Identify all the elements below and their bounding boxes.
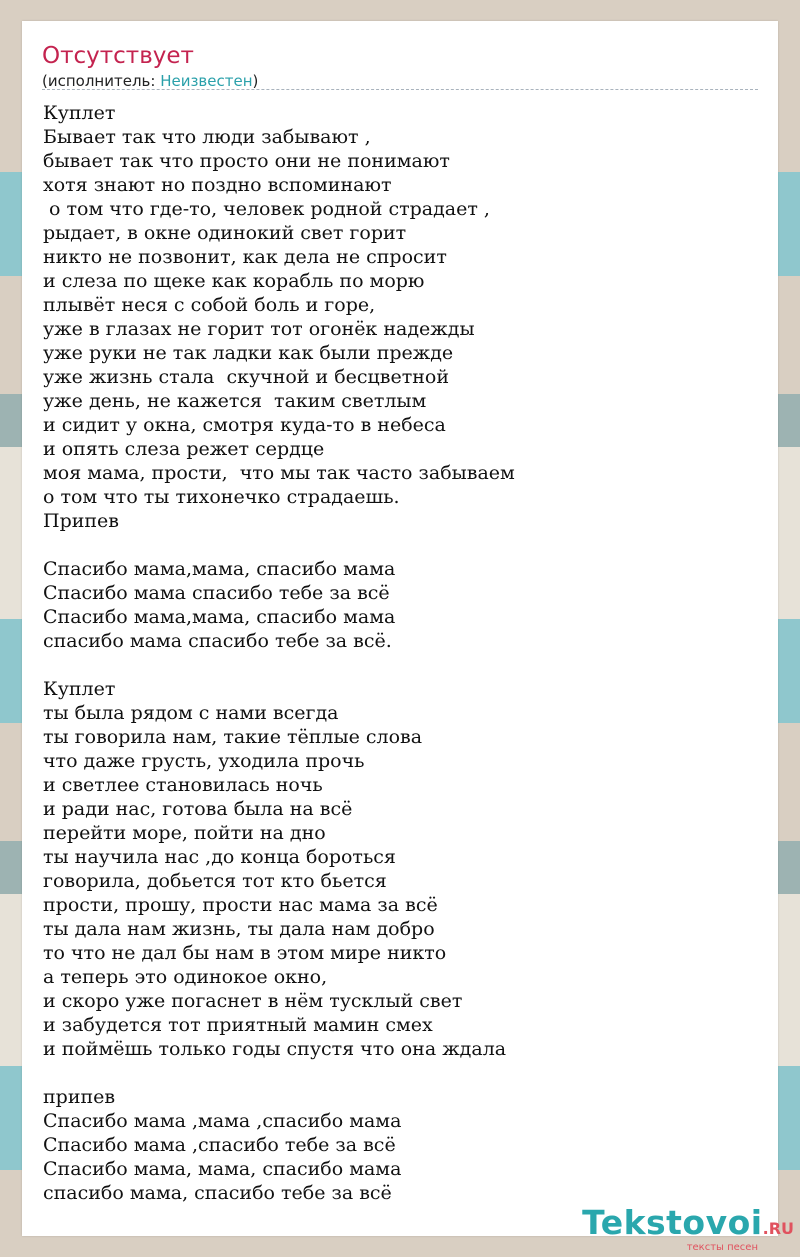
lyrics-line: ты была рядом с нами всегда: [43, 702, 339, 724]
lyrics-line: уже в глазах не горит тот огонёк надежды: [43, 318, 475, 340]
lyrics-line: Куплет: [43, 102, 116, 124]
site-logo[interactable]: [582, 1205, 794, 1253]
performer-link[interactable]: Неизвестен: [160, 72, 253, 90]
lyrics-line: и светлее становилась ночь: [43, 774, 323, 796]
lyrics-line: ты дала нам жизнь, ты дала нам добро: [43, 918, 435, 940]
lyrics-line: и скоро уже погаснет в нём тусклый свет: [43, 990, 463, 1012]
lyrics-blank-line: [43, 653, 759, 677]
lyrics-line: никто не позвонит, как дела не спросит: [43, 246, 447, 268]
lyrics-line: спасибо мама, спасибо тебе за всё: [43, 1182, 392, 1204]
lyrics-line: Спасибо мама, мама, спасибо мама: [43, 1158, 402, 1180]
lyrics-line: моя мама, прости, что мы так часто забываем: [43, 462, 515, 484]
lyrics-line: Припев: [43, 510, 119, 532]
lyrics-card: [22, 21, 778, 1236]
lyrics-line: и поймёшь только годы спустя что она ждала: [43, 1038, 507, 1060]
lyrics-line: о том что ты тихонечко страдаешь.: [43, 486, 400, 508]
lyrics-line: Спасибо мама,мама, спасибо мама: [43, 606, 396, 628]
lyrics-line: бывает так что просто они не понимают: [43, 150, 450, 172]
lyrics-line: а теперь это одинокое окно,: [43, 966, 328, 988]
lyrics-line: что даже грусть, уходила прочь: [43, 750, 365, 772]
logo-tagline: тексты песен: [686, 1242, 758, 1253]
lyrics-line: ты говорила нам, такие тёплые слова: [43, 726, 423, 748]
lyrics-line: Спасибо мама,мама, спасибо мама: [43, 558, 396, 580]
lyrics-line: уже руки не так ладки как были прежде: [43, 342, 454, 364]
lyrics-line: говорила, добьется тот кто бьется: [43, 870, 387, 892]
lyrics-line: и опять слеза режет сердце: [43, 438, 325, 460]
divider: [42, 89, 758, 90]
lyrics-line: прости, прошу, прости нас мама за всё: [43, 894, 438, 916]
lyrics-line: уже жизнь стала скучной и бесцветной: [43, 366, 449, 388]
lyrics-line: и ради нас, готова была на всё: [43, 798, 353, 820]
lyrics-line: плывёт неся с собой боль и горе,: [43, 294, 376, 316]
lyrics-blank-line: [43, 1061, 759, 1085]
performer-line: [42, 71, 258, 91]
logo-tld: .RU: [762, 1219, 794, 1238]
lyrics-line: Спасибо мама спасибо тебе за всё: [43, 582, 390, 604]
lyrics-line: и слеза по щеке как корабль по морю: [43, 270, 425, 292]
lyrics-line: уже день, не кажется таким светлым: [43, 390, 427, 412]
lyrics-blank-line: [43, 533, 759, 557]
lyrics-line: рыдает, в окне одинокий свет горит: [43, 222, 407, 244]
logo-wordmark: [582, 1205, 794, 1247]
lyrics-line: Куплет: [43, 678, 116, 700]
lyrics-line: перейти море, пойти на дно: [43, 822, 326, 844]
lyrics-line: и забудется тот приятный мамин смех: [43, 1014, 433, 1036]
lyrics-line: Спасибо мама ,спасибо тебе за всё: [43, 1134, 396, 1156]
logo-name: Tekstovoi: [582, 1203, 763, 1242]
performer-suffix: ): [252, 72, 259, 90]
lyrics-line: припев: [43, 1086, 116, 1108]
performer-prefix: (исполнитель:: [42, 72, 161, 90]
lyrics-line: то что не дал бы нам в этом мире никто: [43, 942, 447, 964]
lyrics-line: спасибо мама спасибо тебе за всё.: [43, 630, 392, 652]
lyrics-line: ты научила нас ,до конца бороться: [43, 846, 396, 868]
lyrics-line: хотя знают но поздно вспоминают: [43, 174, 392, 196]
lyrics-line: о том что где-то, человек родной страдает ,: [43, 198, 490, 220]
lyrics-line: Спасибо мама ,мама ,спасибо мама: [43, 1110, 402, 1132]
lyrics-line: Бывает так что люди забывают ,: [43, 126, 371, 148]
song-title: Отсутствует: [42, 43, 194, 69]
lyrics-text: [43, 101, 759, 1205]
lyrics-line: и сидит у окна, смотря куда-то в небеса: [43, 414, 446, 436]
